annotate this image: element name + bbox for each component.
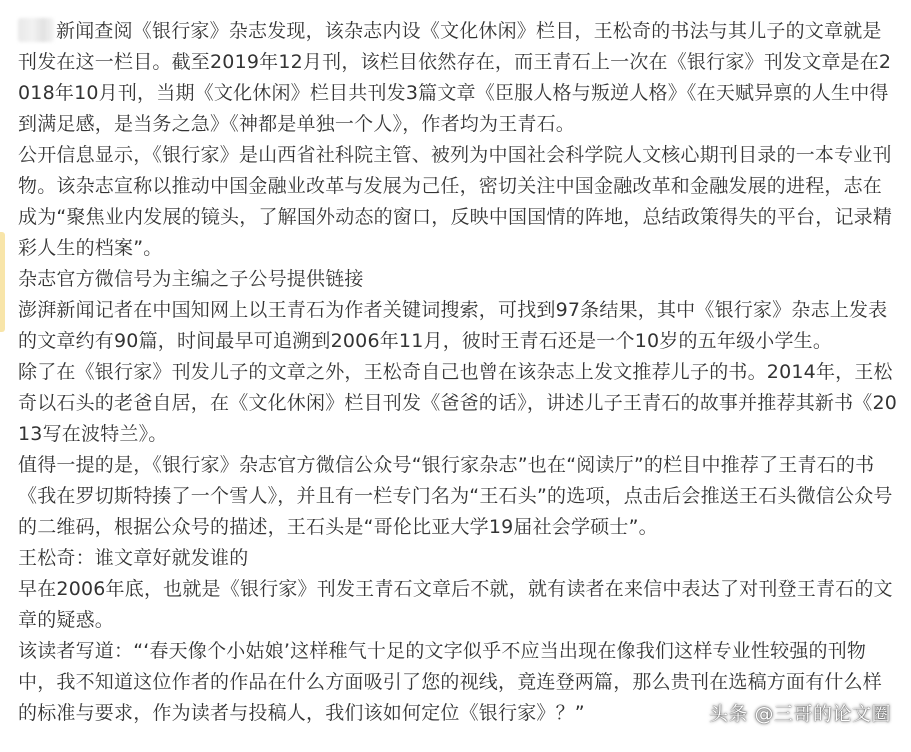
paragraph: 公开信息显示，《银行家》是山西省社科院主管、被列为中国社会科学院人文核心期刊目录的一本专业刊物。该杂志宣称以推动中国金融业改革与发展为己任，密切关注中国金融改革和金融发展的进程，志在成为“聚焦业内发展的镜头，了解国外动态的窗口，反映中国国情的阵地，总结政策得失的平台，记录精彩人生的档案”。 [18, 144, 893, 259]
blurred-prefix [18, 18, 54, 42]
paragraph: 该读者写道：“‘春天像个小姑娘’这样稚气十足的文字似乎不应当出现在像我们这样专业性较强的刊物中，我不知道这位作者的作品在什么方面吸引了您的视线，竟连登两篇，那么贵刊在选稿方面有什么样的标准与要求，作为读者与投稿人，我们该如何定位《银行家》？” [18, 640, 883, 724]
subheading: 杂志官方微信号为主编之子公号提供链接 [18, 268, 364, 290]
paragraph: 早在2006年底，也就是《银行家》刊发王青石文章后不就，就有读者在来信中表达了对刊登王青石的文章的疑惑。 [18, 578, 893, 631]
watermark: 头条 @三哥的论文圈 [708, 703, 891, 725]
paragraph: 除了在《银行家》刊发儿子的文章之外，王松奇自己也曾在该杂志上发文推荐儿子的书。2014年，王松奇以石头的老爸自居，在《文化休闲》栏目刊发《爸爸的话》，讲述儿子王青石的故事并推荐其新书《2013写在波特兰》。 [18, 361, 898, 445]
subheading: 王松奇：谁文章好就发谁的 [18, 547, 249, 569]
paragraph: 澎湃新闻记者在中国知网上以王青石为作者关键词搜索，可找到97条结果，其中《银行家》杂志上发表的文章约有90篇，时间最早可追溯到2006年11月，彼时王青石还是一个10岁的五年级小学生。 [18, 299, 888, 352]
paragraph [18, 16, 898, 140]
paragraph-text: 新闻查阅《银行家》杂志发现，该杂志内设《文化休闲》栏目，王松奇的书法与其儿子的文章就是刊发在这一栏目。截至2019年12月刊，该栏目依然存在，而王青石上一次在《银行家》刊发文章是在2018年10月刊，当期《文化休闲》栏目共刊发3篇文章《臣服人格与叛逆人格》《在天赋异禀的人生中得到满足感，是当务之急》《神都是单独一个人》，作者均为王青石。 [18, 20, 892, 135]
left-edge-marker [0, 232, 5, 332]
paragraph: 值得一提的是，《银行家》杂志官方微信公众号“银行家杂志”也在“阅读厅”的栏目中推荐了王青石的书《我在罗切斯特揍了一个雪人》，并且有一栏专门名为“王石头”的选项，点击后会推送王石头微信公众号的二维码，根据公众号的描述，王石头是“哥伦比亚大学19届社会学硕士”。 [18, 454, 893, 538]
article-body [18, 16, 898, 729]
